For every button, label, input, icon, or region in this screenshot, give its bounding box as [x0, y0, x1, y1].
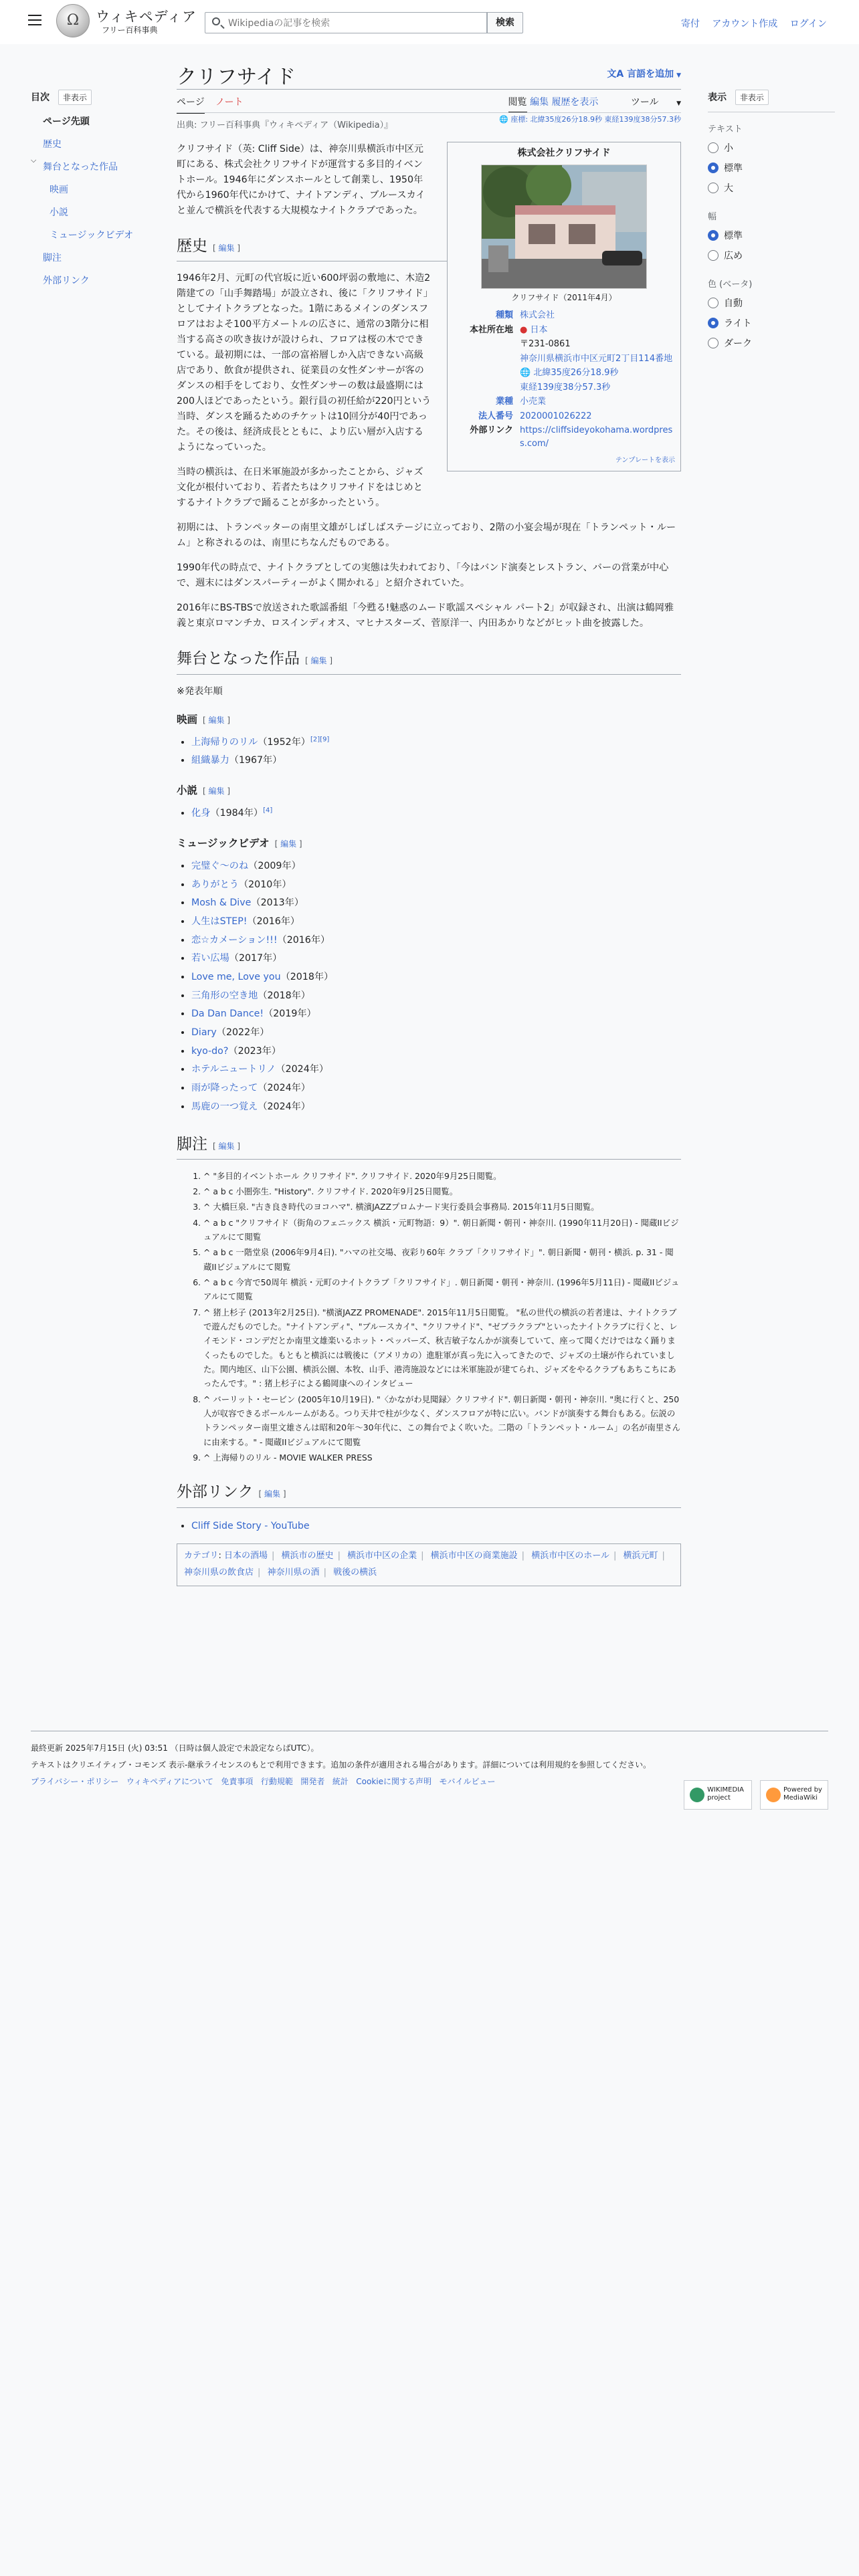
toc-item-mv[interactable]: ミュージックビデオ	[50, 230, 134, 241]
toc-title: 目次	[31, 92, 50, 103]
country-link[interactable]: 日本	[530, 324, 548, 335]
list-item: • 完璧ぐ〜のね（2009年）	[191, 857, 681, 876]
wikimedia-badge[interactable]: WIKIMEDIA project	[684, 1780, 752, 1810]
toc-item-external[interactable]: 外部リンク	[43, 276, 90, 286]
footer-disclaimer-link[interactable]: 免責事項	[221, 1777, 254, 1786]
width-wide[interactable]: 広め	[708, 249, 835, 262]
mv-link[interactable]: Diary	[191, 1027, 217, 1039]
category-link[interactable]: 横浜市の歴史	[281, 1551, 334, 1562]
list-item: • 馬鹿の一つ覚え（2024年）	[191, 1098, 681, 1117]
edit-novel-link[interactable]: 編集	[208, 786, 225, 796]
category-link[interactable]: 横浜市中区の商業施設	[430, 1551, 518, 1562]
last-modified: 最終更新 2025年7月15日 (火) 03:51 （日時は個人設定で未設定ならばUTC）。	[31, 1743, 319, 1753]
search-box[interactable]	[205, 12, 487, 33]
infobox-row-lat: 🌐 北緯35度26分18.9秒	[520, 368, 619, 378]
footer-stats-link[interactable]: 統計	[332, 1777, 349, 1786]
toc-header	[31, 90, 158, 105]
page-actions	[494, 95, 681, 108]
list-item: • 化身（1984年）[4]	[191, 804, 681, 823]
mv-link[interactable]: Love me, Love you	[191, 972, 281, 983]
film-list	[177, 734, 681, 770]
coordinates-top[interactable]: 🌐 座標: 北緯35度26分18.9秒 東経139度38分57.3秒	[499, 115, 681, 124]
mv-link[interactable]: ホテルニュートリノ	[191, 1064, 276, 1075]
title-divider	[177, 89, 681, 90]
appearance-header: 表示 非表示	[708, 90, 835, 112]
film-link[interactable]: 組織暴力	[191, 755, 229, 766]
tab-article[interactable]: ページ	[177, 95, 205, 114]
list-item: • 上海帰りのリル（1952年）[2][9]	[191, 734, 681, 752]
toc-item-film[interactable]: 映画	[50, 185, 68, 195]
list-item: • 三角形の空き地（2018年）	[191, 987, 681, 1006]
page-tabs	[177, 95, 681, 112]
list-item: • 雨が降ったって（2024年）	[191, 1079, 681, 1098]
reference-item: 8. ^ バーリット・セービン (2005年10月19日). "〈かながわ見聞録〉クリフサイド". 朝日新聞・朝刊・神奈川. "奥に行くと、250人が収容できるボールルームがある。つり天井で柱が少なく、ダンスフロアが特に広い。バンドが演奏する舞台もある。伝説のトランペッター南里文雄さんは昭和20年〜30年代に、この舞台でよく吹いた。二階の「トランペット・ルーム」の名が南里さんに由来する。" - 聞蔵IIビジュアルにて閲覧	[203, 1392, 681, 1449]
category-link[interactable]: 日本の酒場	[224, 1551, 268, 1562]
tab-read[interactable]: 閲覧	[508, 97, 527, 113]
list-item: • Mosh & Dive（2013年）	[191, 894, 681, 913]
footer-mobile-link[interactable]: モバイルビュー	[439, 1777, 496, 1786]
article-body	[177, 142, 681, 1586]
tagline: フリー百科事典	[102, 25, 158, 35]
mv-link[interactable]: 馬鹿の一つ覚え	[191, 1101, 258, 1112]
reference-item: 2. ^ a b c 小圏弥生. "History". クリフサイド. 2020年9月25日閲覧。	[203, 1184, 681, 1198]
list-item: • ありがとう（2010年）	[191, 876, 681, 895]
page-title: クリフサイド	[177, 66, 296, 88]
list-item: • Diary（2022年）	[191, 1024, 681, 1043]
mv-link[interactable]: 完璧ぐ〜のね	[191, 860, 249, 871]
search-button[interactable]: 検索	[487, 12, 523, 33]
edit-history-link[interactable]: 編集	[218, 243, 235, 253]
footer-coc-link[interactable]: 行動規範	[260, 1777, 293, 1786]
infobox-row-industry: 業種 小売業	[495, 397, 547, 407]
reference-item: 6. ^ a b c 今宵で50周年 横浜・元町のナイトクラブ「クリフサイド」. 朝日新聞・朝刊・神奈川. (1996年5月11日) - 聞蔵IIビジュアルにて閲覧	[203, 1275, 681, 1304]
section-notes: 脚注 [ 編集 ]	[177, 1132, 681, 1160]
text-size-small[interactable]: 小	[708, 141, 835, 154]
template-link[interactable]: テンプレートを表示	[615, 457, 675, 464]
works-note: ※発表年順	[177, 685, 223, 697]
section-history: 歴史 [ 編集 ]	[177, 233, 681, 261]
infobox-row-hq: 本社所在地 ● 日本	[469, 324, 548, 335]
novel-link[interactable]: 化身	[191, 808, 211, 819]
translate-icon: 文A	[607, 69, 628, 80]
chevron-down-icon[interactable]: ⌵	[31, 156, 37, 165]
category-link[interactable]: 神奈川県の酒	[267, 1567, 320, 1578]
intro-paragraph: クリフサイド（英: Cliff Side）は、神奈川県横浜市中区元町にある、株式会社クリフサイドが運営する多目的イベントホール。1946年にダンスホールとして創業し、1950年代から1960年代にかけて、ナイトアンディ、ブルースカイと並んで横浜を代表する大規模なナイトクラブであった。	[177, 144, 425, 216]
edit-works-link[interactable]: 編集	[310, 656, 327, 666]
history-p4: 1990年代の時点で、ナイトクラブとしての実態は失われており、「今はバンド演奏とレストラン、バーの営業が中心で、週末にはダンスパーティーがよく開かれる」と紹介されていた。	[177, 562, 669, 589]
width-standard[interactable]: 標準	[708, 229, 835, 242]
external-links-list	[177, 1517, 681, 1536]
category-link[interactable]: 横浜市中区の企業	[347, 1551, 417, 1562]
mv-link[interactable]: 若い広場	[191, 953, 229, 964]
section-external: 外部リンク [ 編集 ]	[177, 1479, 681, 1507]
infobox-row-extlink: 外部リンク https://cliffsideyokohama.wordpress.com/	[470, 425, 673, 449]
novel-list	[177, 804, 681, 823]
youtube-link[interactable]: Cliff Side Story - YouTube	[191, 1520, 310, 1531]
mv-link[interactable]: kyo-do?	[191, 1045, 229, 1057]
globe-icon: 🌐	[499, 115, 508, 124]
text-size-group-label: テキスト	[708, 124, 743, 134]
toc-hide-button[interactable]: 非表示	[58, 90, 92, 105]
toc-item-novel[interactable]: 小説	[50, 207, 68, 218]
license-text: テキストはクリエイティブ・コモンズ 表示-継承ライセンスのもとで利用できます。追加の条件が適用される場合があります。詳細については利用規約を参照してください。	[31, 1760, 652, 1769]
mv-link[interactable]: 三角形の空き地	[191, 990, 258, 1001]
building-photo[interactable]	[481, 165, 647, 289]
category-label-link[interactable]: カテゴリ	[184, 1551, 219, 1562]
appearance-panel	[708, 90, 835, 356]
mv-link[interactable]: ありがとう	[191, 879, 239, 890]
references-list	[177, 1169, 681, 1465]
toc-item-notes[interactable]: 脚注	[43, 253, 62, 263]
wikipedia-logo-icon[interactable]: Ω	[56, 4, 90, 37]
create-account-link[interactable]: アカウント作成	[712, 19, 778, 29]
login-link[interactable]: ログイン	[789, 19, 827, 29]
list-item: • 若い広場（2017年）	[191, 950, 681, 968]
toc-item-history[interactable]: 歴史	[43, 139, 62, 150]
list-item: • Da Dan Dance!（2019年）	[191, 1005, 681, 1024]
category-link[interactable]: 横浜元町	[623, 1551, 658, 1562]
history-p1: 1946年2月、元町の代官坂に近い600坪弱の敷地に、木造2階建ての「山手舞踏場」が設立され、後に「クリフサイド」としてナイトクラブとなった。1階にあるメインのダンスフロアはおよそ100平方メートルの広さに、通常の3階分に相当する高さの吹き抜けが設けられ、フロアは桜の木でできている。最初期には、一部の富裕層しか入店できない高級店であり、飲食が提供され、従業員の女性ダンサーが客のダンスの相手をしており、女性ダンサーの数は最盛期には200人ほどであったという。銀行員の初任給が220円という当時、ダンスを踊るためのチケットは10回分が40円であった。その後は、経済成長とともに、より広い層が入店するようになっていった。	[177, 273, 432, 453]
edit-notes-link[interactable]: 編集	[218, 1141, 235, 1151]
reference-item: 1. ^ "多目的イベントホール クリフサイド". クリフサイド. 2020年9月25日閲覧。	[203, 1169, 681, 1183]
list-item: • kyo-do?（2023年）	[191, 1043, 681, 1061]
tab-edit[interactable]: 編集	[529, 97, 549, 108]
wordmark[interactable]: ウィキペディア	[96, 9, 197, 25]
page-footer	[31, 1731, 828, 1802]
infobox-row-type: 種類 株式会社	[495, 310, 555, 320]
search-icon	[212, 17, 220, 25]
footer-developers-link[interactable]: 開発者	[300, 1777, 325, 1786]
history-p2: 当時の横浜は、在日米軍施設が多かったことから、ジャズ文化が根付いており、若者たちはクリフサイドをはじめとするナイトクラブで踊ることが多かったという。	[177, 467, 423, 509]
reference-item: 7. ^ 猪上杉子 (2013年2月25日). "横濱JAZZ PROMENADE". 2015年11月5日閲覧。 "私の世代の横浜の若者達は、ナイトクラブで遊んだものでした。"ナイトアンディ"、"ブルースカイ"、"クリフサイド"、"ゼブラクラブ"といったナイトクラブに行くと、レイモンド・コンデだとか南里文雄楽いるホット・ペッパーズ、秋吉敏子なんかが演奏していて、座って聞くだけではなく踊りまくったものでした。もともと横浜には戦後に（アメリカの）進駐軍が真っ先に入ってきたので、ジャズの土壌が作られていました。関内地区、山下公園、横浜公園、本牧、山手、港湾施設などには米軍施設が建てられ、ジャズをやるクラブもあちこちにあったんです。" : 猪上杉子による鶴岡康へのインタビュー	[203, 1305, 681, 1391]
personal-tools	[672, 17, 827, 30]
mv-link[interactable]: Mosh & Dive	[191, 897, 252, 909]
reference-item: 9. ^ 上海帰りのリル - MOVIE WALKER PRESS	[203, 1451, 681, 1465]
main-menu-icon[interactable]	[28, 15, 41, 25]
mv-link[interactable]: 雨が降ったって	[191, 1083, 258, 1094]
infobox-row-corpno: 法人番号 2020001026222	[478, 411, 592, 421]
toc-item-top[interactable]: ページ先頭	[43, 116, 90, 127]
toc-item-works[interactable]: 舞台となった作品	[43, 162, 118, 173]
edit-mv-link[interactable]: 編集	[280, 839, 297, 849]
footer-badges	[678, 1780, 828, 1810]
category-link[interactable]: 横浜市中区のホール	[531, 1551, 609, 1562]
infobox-caption: クリフサイド（2011年4月）	[511, 293, 617, 302]
list-item: • ホテルニュートリノ（2024年）	[191, 1061, 681, 1079]
color-light[interactable]: ライト	[708, 316, 835, 330]
footer-privacy-link[interactable]: プライバシー・ポリシー	[31, 1777, 119, 1786]
color-group-label: 色 (ベータ)	[708, 280, 753, 290]
history-p5: 2016年にBS-TBSで放送された歌謡番組「今甦る!魅惑のムード歌謡スペシャル パート2」が収録され、出演は鶴岡雅義と東京ロマンチカ、ロスインディオス、マヒナスターズ、菅原洋一、内田あかりなどがヒット曲を披露した。	[177, 603, 674, 629]
section-film: 映画 [ 編集 ]	[177, 713, 231, 726]
wikimedia-icon	[690, 1788, 704, 1802]
category-box: カテゴリ: 日本の酒場 | 横浜市の歴史 | 横浜市中区の企業 | 横浜市中区の商業施設 | 横浜市中区のホール | 横浜元町 | 神奈川県の飲食店 | 神奈川県の酒 | 戦後の横浜	[177, 1543, 681, 1586]
reference-item: 5. ^ a b c 一階堂泉 (2006年9月4日). "ハマの社交場、夜彩り60年 クラブ「クリフサイド」". 朝日新聞・朝刊・横浜. p. 31 - 聞蔵IIビジュアルにて閲覧	[203, 1245, 681, 1274]
reference-item: 4. ^ a b c "クリフサイド（街角のフェニックス 横浜・元町物語：9）". 朝日新聞・朝刊・神奈川. (1990年11月20日) - 聞蔵IIビジュアルにて閲覧	[203, 1216, 681, 1245]
list-item: • Love me, Love you（2018年）	[191, 968, 681, 987]
mediawiki-badge[interactable]: Powered by MediaWiki	[760, 1780, 828, 1810]
globe-icon: 🌐	[520, 368, 531, 378]
footer-cookie-link[interactable]: Cookieに関する声明	[356, 1777, 432, 1786]
infobox-row-postal: 〒231-0861	[520, 339, 571, 349]
tab-history[interactable]: 履歴を表示	[551, 97, 599, 108]
section-works: 舞台となった作品 [ 編集 ]	[177, 646, 681, 674]
building-photo-art	[482, 165, 647, 289]
search-input[interactable]	[227, 16, 481, 31]
site-header	[0, 0, 859, 44]
infobox-row-address: 神奈川県横浜市中区元町2丁目114番地	[520, 353, 673, 364]
color-auto[interactable]: 自動	[708, 296, 835, 310]
category-link[interactable]: 戦後の横浜	[333, 1567, 377, 1578]
donate-link[interactable]: 寄付	[680, 19, 700, 29]
flag-icon: ●	[520, 324, 528, 335]
film-link[interactable]: 上海帰りのリル	[191, 736, 258, 748]
text-size-standard[interactable]: 標準	[708, 161, 835, 175]
mv-link[interactable]: 恋☆カメーション!!!	[191, 934, 278, 946]
edit-external-link[interactable]: 編集	[264, 1489, 281, 1499]
category-link[interactable]: 神奈川県の飲食店	[184, 1567, 254, 1578]
main-content	[177, 60, 681, 1719]
width-group-label: 幅	[708, 212, 717, 222]
infobox	[447, 142, 681, 471]
section-novel: 小説 [ 編集 ]	[177, 784, 231, 796]
list-item	[191, 1517, 681, 1536]
list-item: • 恋☆カメーション!!!（2016年）	[191, 932, 681, 950]
history-p3: 初期には、トランペッターの南里文雄がしばしばステージに立っており、2階の小宴会場が現在「トランペット・ルーム」と称されるのは、南里にちなんだものである。	[177, 522, 676, 549]
appearance-hide-button[interactable]: 非表示	[735, 90, 769, 105]
mv-link[interactable]: Da Dan Dance!	[191, 1008, 264, 1020]
infobox-row-lon: 東経139度38分57.3秒	[520, 382, 611, 393]
footer-about-link[interactable]: ウィキペディアについて	[126, 1777, 213, 1786]
edit-film-link[interactable]: 編集	[208, 715, 225, 725]
tools-menu[interactable]: ツール ▼	[630, 97, 681, 108]
table-of-contents	[31, 90, 158, 296]
mediawiki-icon	[766, 1788, 781, 1802]
mv-list	[177, 857, 681, 1117]
infobox-title: 株式会社クリフサイド	[517, 148, 611, 158]
tab-talk[interactable]: ノート	[215, 97, 244, 108]
tabs-divider	[177, 112, 681, 113]
language-button[interactable]: 文A 言語を追加 ▼	[607, 69, 681, 80]
list-item: • 組織暴力（1967年）	[191, 752, 681, 770]
mv-link[interactable]: 人生はSTEP!	[191, 916, 248, 927]
section-mv: ミュージックビデオ [ 編集 ]	[177, 837, 302, 849]
color-dark[interactable]: ダーク	[708, 336, 835, 350]
site-sub: 出典: フリー百科事典『ウィキペディア（Wikipedia）』	[177, 120, 393, 130]
reference-item: 3. ^ 大橋巨泉. "古き良き時代のヨコハマ". 横濱JAZZプロムナード実行委員会事務局. 2015年11月5日閲覧。	[203, 1200, 681, 1214]
list-item: • 人生はSTEP!（2016年）	[191, 913, 681, 932]
text-size-large[interactable]: 大	[708, 181, 835, 195]
